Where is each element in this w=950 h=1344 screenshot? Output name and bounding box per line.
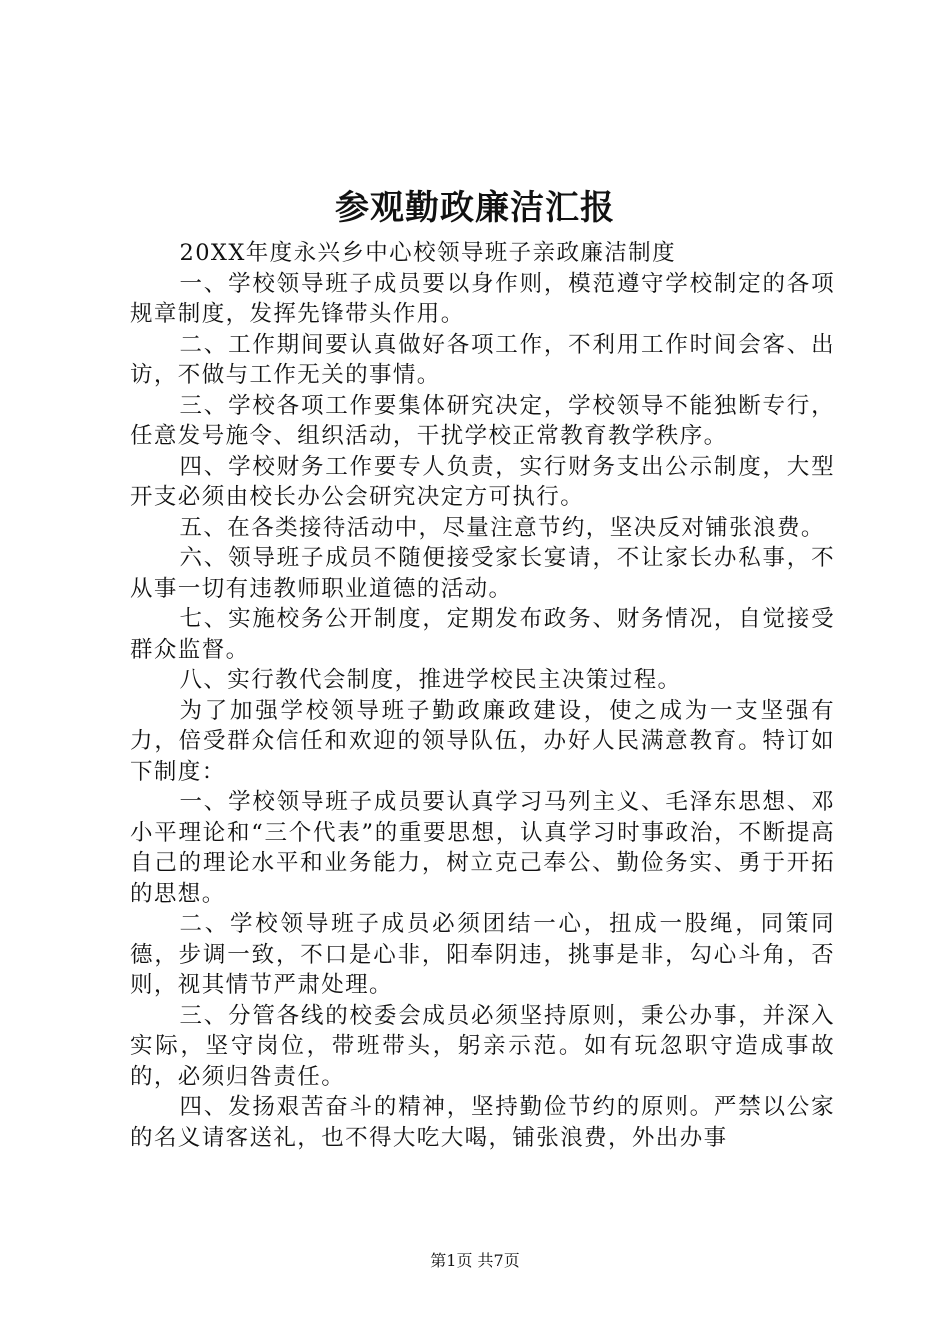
paragraph: 三、分管各线的校委会成员必须坚持原则，秉公办事，并深入实际，坚守岗位，带班带头，躬亲示范。如有玩忽职守造成事故的，必须归咎责任。 (130, 1002, 835, 1090)
paragraph: 20XX年度永兴乡中心校领导班子亲政廉洁制度 (179, 240, 676, 266)
paragraph: 二、工作期间要认真做好各项工作，不利用工作时间会客、出访，不做与工作无关的事情。 (130, 331, 835, 388)
page-footer: 第1页 共7页 (430, 1251, 520, 1270)
paragraph: 四、发扬艰苦奋斗的精神，坚持勤俭节约的原则。严禁以公家的名义请客送礼，也不得大吃大喝，铺张浪费，外出办事 (130, 1094, 835, 1151)
paragraph: 一、学校领导班子成员要认真学习马列主义、毛泽东思想、邓小平理论和“三个代表”的重要思想，认真学习时事政治，不断提高自己的理论水平和业务能力，树立克己奉公、勤俭务实、勇于开拓的思想。 (130, 789, 835, 907)
paragraph: 四、学校财务工作要专人负责，实行财务支出公示制度，大型开支必须由校长办公会研究决定方可执行。 (130, 453, 835, 510)
document-title: 参观勤政廉洁汇报 (335, 188, 615, 228)
paragraph: 八、实行教代会制度，推进学校民主决策过程。 (179, 667, 682, 693)
paragraph: 五、在各类接待活动中，尽量注意节约，坚决反对铺张浪费。 (179, 514, 825, 541)
paragraph: 一、学校领导班子成员要以身作则，模范遵守学校制定的各项规章制度，发挥先锋带头作用。 (130, 270, 835, 327)
paragraph: 二、学校领导班子成员必须团结一心，扭成一股绳，同策同德，步调一致，不口是心非，阳奉阴违，挑事是非，勾心斗角，否则，视其情节严肃处理。 (130, 911, 835, 998)
paragraph: 七、实施校务公开制度，定期发布政务、财务情况，自觉接受群众监督。 (130, 606, 835, 663)
paragraph: 六、领导班子成员不随便接受家长宴请，不让家长办私事，不从事一切有违教师职业道德的活动。 (130, 545, 835, 602)
document-body (130, 238, 835, 1153)
paragraph: 为了加强学校领导班子勤政廉政建设，使之成为一支坚强有力，倍受群众信任和欢迎的领导队伍，办好人民满意教育。特订如下制度： (130, 697, 835, 785)
paragraph: 三、学校各项工作要集体研究决定，学校领导不能独断专行，任意发号施令、组织活动，干扰学校正常教育教学秩序。 (130, 392, 835, 449)
